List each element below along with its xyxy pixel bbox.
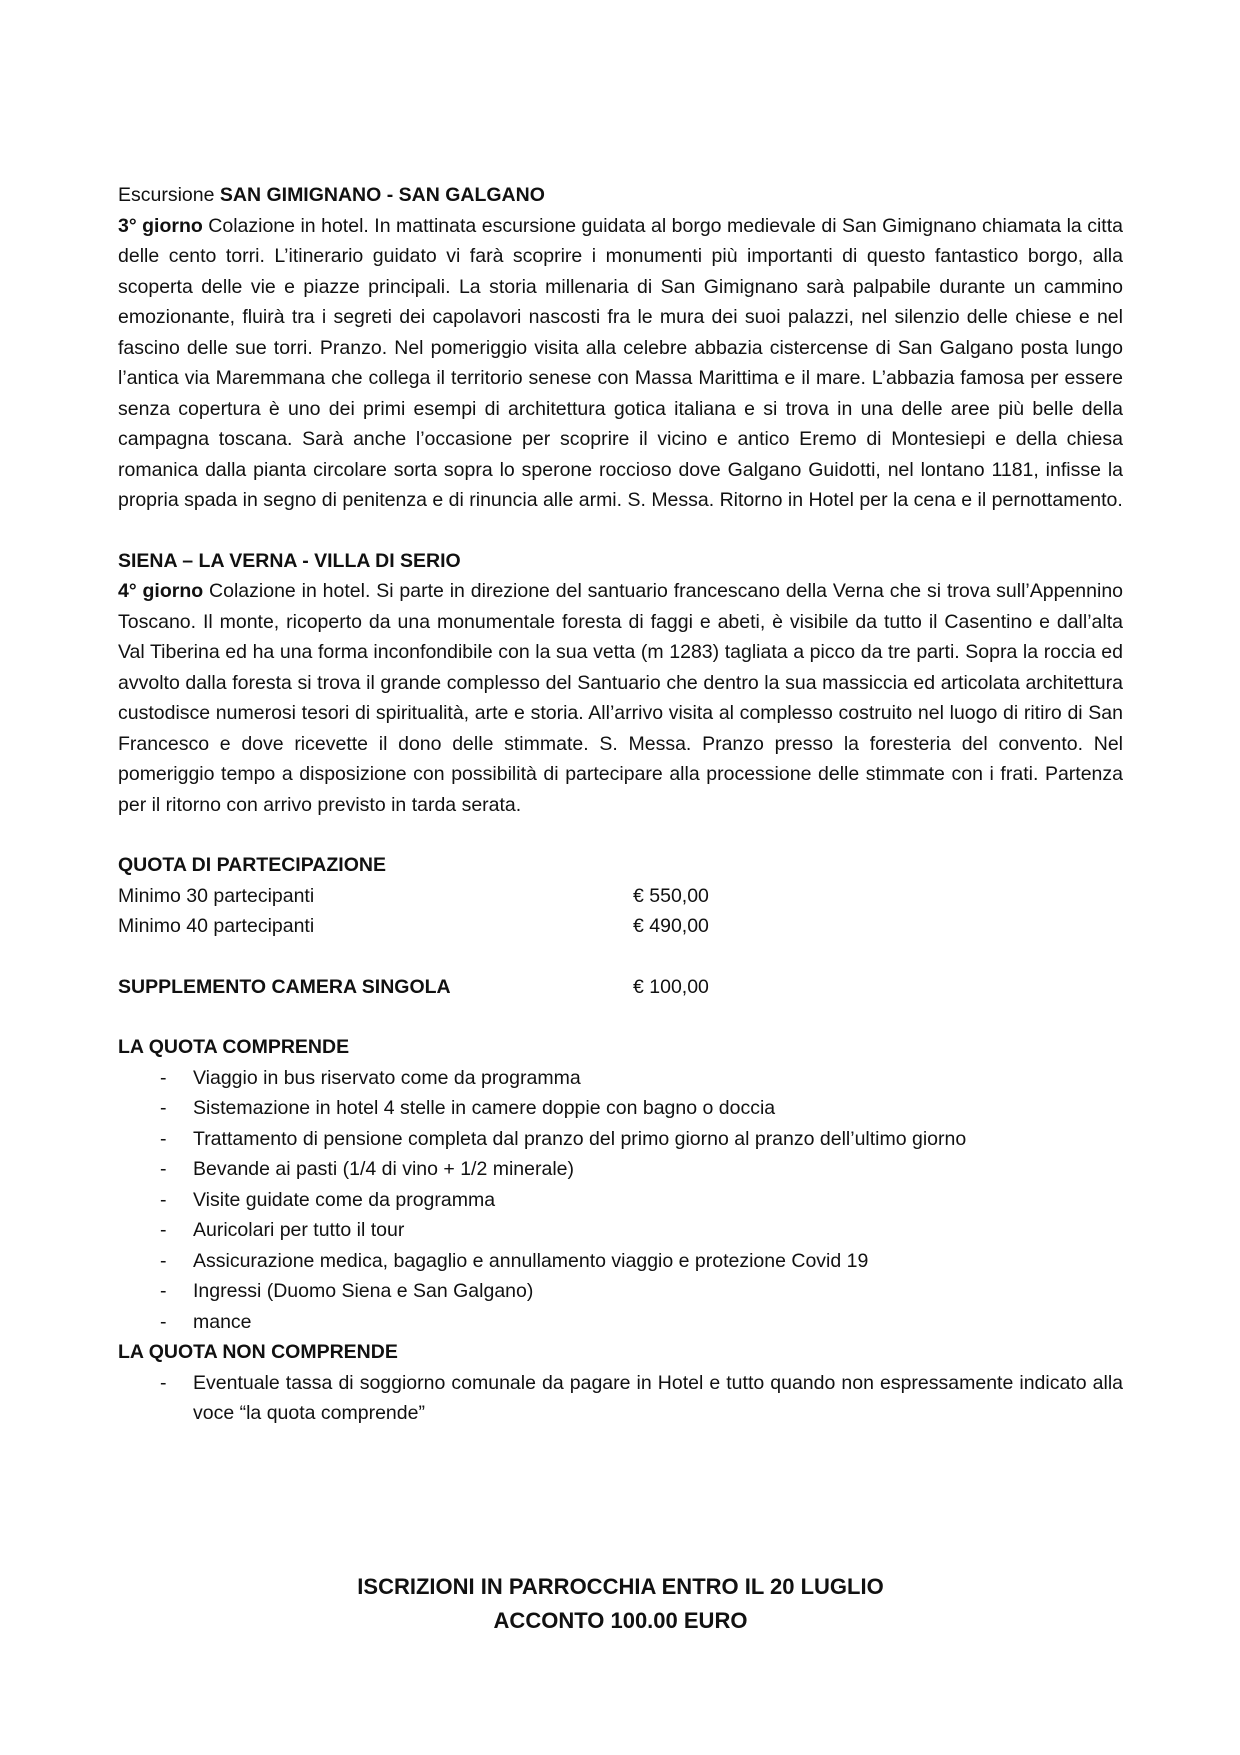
non-comprende-section <box>118 1337 1123 1429</box>
supplemento-section <box>118 972 1123 1003</box>
supplemento-row <box>118 972 1123 1003</box>
price-value: € 550,00 <box>633 884 709 907</box>
list-item: - Ingressi (Duomo Siena e San Galgano) <box>118 1276 1123 1307</box>
list-item: - Trattamento di pensione completa dal pranzo del primo giorno al pranzo dell’ultimo giorno <box>118 1124 1123 1155</box>
supplemento-value: € 100,00 <box>633 975 709 998</box>
day3-day-label: 3° giorno <box>118 214 203 237</box>
list-item: - mance <box>118 1307 1123 1338</box>
list-item: - Auricolari per tutto il tour <box>118 1215 1123 1246</box>
price-label: Minimo 40 partecipanti <box>118 915 315 937</box>
day3-paragraph <box>118 211 1123 516</box>
comprende-heading: LA QUOTA COMPRENDE <box>118 1036 350 1058</box>
price-value: € 490,00 <box>633 915 709 937</box>
footer <box>118 1570 1123 1638</box>
list-item: - Eventuale tassa di soggiorno comunale da pagare in Hotel e tutto quando non espressamente indicato alla voce “la quota comprende” <box>118 1368 1123 1429</box>
deposit-amount: ACCONTO 100.00 EURO <box>493 1608 748 1633</box>
price-row <box>118 911 1123 942</box>
registration-deadline: ISCRIZIONI IN PARROCCHIA ENTRO IL 20 LUGLIO <box>357 1574 884 1599</box>
quota-section <box>118 850 1123 942</box>
list-item: - Visite guidate come da programma <box>118 1185 1123 1216</box>
day3-title-prefix: Escursione <box>118 184 220 206</box>
day3-text: Colazione in hotel. In mattinata escursione guidata al borgo medievale di San Gimignano chiamata la citta delle cento torri. L’itinerario guidato vi farà scoprire i monumenti più importanti di questo fantastico borgo, alla scoperta delle vie e piazze principali. La storia millenaria di San Gimignano sarà palpabile durante un cammino emozionante, fluirà tra i segreti dei capolavori nascosti fra le mura dei suoi palazzi, nel silenzio delle chiese e nel fascino delle sue torri. Pranzo. Nel pomeriggio visita alla celebre abbazia cistercense di San Galgano posta lungo l’antica via Maremmana che collega il territorio senese con Massa Marittima e il mare. L’abbazia famosa per essere senza copertura è uno dei primi esempi di architettura gotica italiana e si trova in una delle aree più belle della campagna toscana. Sarà anche l’occasione per scoprire il vicino e antico Eremo di Montesiepi e della chiesa romanica dalla pianta circolare sorta sopra lo sperone roccioso dove Galgano Guidotti, nel lontano 1181, infisse la propria spada in segno di penitenza e di rinuncia alle armi. S. Messa. Ritorno in Hotel per la cena e il pernottamento. <box>118 214 1123 511</box>
non-comprende-heading: LA QUOTA NON COMPRENDE <box>118 1341 398 1363</box>
list-item: - Viaggio in bus riservato come da programma <box>118 1063 1123 1094</box>
comprende-section <box>118 1032 1123 1337</box>
document-page <box>118 180 1123 1429</box>
quota-heading: QUOTA DI PARTECIPAZIONE <box>118 854 386 876</box>
day3-section <box>118 180 1123 516</box>
day4-text: Colazione in hotel. Si parte in direzione del santuario francescano della Verna che si trova sull’Appennino Toscano. Il monte, ricoperto da una monumentale foresta di faggi e abeti, è visibile da tutto il Casentino e dall’alta Val Tiberina ed ha una forma inconfondibile con la sua vetta (m 1283) tagliata a picco da tre parti. Sopra la roccia ed avvolto dalla foresta si trova il grande complesso del Santuario che dentro la sua massiccia ed articolata architettura custodisce numerosi tesori di spiritualità, arte e storia. All’arrivo visita al complesso costruito nel luogo di ritiro di San Francesco e dove ricevette il dono delle stimmate. S. Messa. Pranzo presso la foresteria del convento. Nel pomeriggio tempo a disposizione con possibilità di partecipare alla processione delle stimmate con i frati. Partenza per il ritorno con arrivo previsto in tarda serata. <box>118 580 1124 816</box>
list-item: - Sistemazione in hotel 4 stelle in camere doppie con bagno o doccia <box>118 1093 1123 1124</box>
day4-title: SIENA – LA VERNA - VILLA DI SERIO <box>118 549 461 572</box>
supplemento-label: SUPPLEMENTO CAMERA SINGOLA <box>118 975 451 998</box>
day4-day-label: 4° giorno <box>118 580 204 602</box>
non-comprende-list <box>118 1368 1123 1429</box>
price-label: Minimo 30 partecipanti <box>118 884 315 907</box>
day3-title <box>118 180 1123 211</box>
day4-section <box>118 546 1123 821</box>
price-row <box>118 881 1123 912</box>
list-item: - Bevande ai pasti (1/4 di vino + 1/2 minerale) <box>118 1154 1123 1185</box>
list-item: - Assicurazione medica, bagaglio e annullamento viaggio e protezione Covid 19 <box>118 1246 1123 1277</box>
day3-title-bold: SAN GIMIGNANO - SAN GALGANO <box>219 184 545 206</box>
comprende-list <box>118 1063 1123 1338</box>
day4-paragraph <box>118 576 1123 820</box>
